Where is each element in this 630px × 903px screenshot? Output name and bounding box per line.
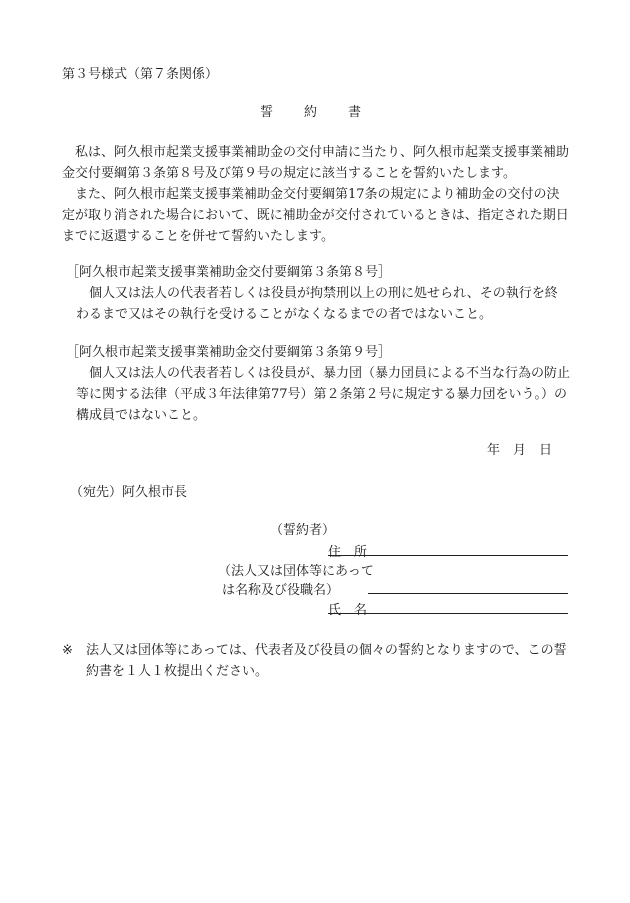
corporation-field-line (368, 593, 568, 594)
footnote-mark: ※ (62, 643, 73, 658)
corporation-label-line-2: は名称及び役職名） (222, 583, 340, 598)
addressee: （宛先）阿久根市長 (70, 485, 188, 500)
pledger-label: （誓約者） (270, 523, 336, 538)
name-field-line (328, 613, 568, 614)
address-field-line (328, 555, 568, 556)
reference-heading-article3-item8: ［阿久根市起業支援事業補助金交付要綱第３条第８号］ (66, 265, 392, 280)
form-number: 第３号様式（第７条関係） (62, 67, 219, 82)
date-line: 年 月 日 (486, 443, 552, 458)
name-label: 氏 名 (328, 603, 368, 618)
pledge-paragraph-1: 私は、阿久根市起業支援事業補助金の交付申請に当たり、阿久根市起業支援事業補助金交付要綱第３条第８号及び第９号の規定に該当することを誓約いたします。 (62, 145, 570, 181)
corporation-label-line-1: （法人又は団体等にあって (218, 564, 374, 579)
reference-body-article3-item8: 個人又は法人の代表者若しくは役員が拘禁刑以上の刑に処せられ、その執行を終わるまで又はその執行を受けることがなくなるまでの者ではないこと。 (76, 286, 558, 322)
pledge-paragraph-2: また、阿久根市起業支援事業補助金交付要綱第17条の規定により補助金の交付の決定が取り消された場合において、既に補助金が交付されているときは、指定された期日までに返還することを併せて誓約いたします。 (62, 187, 569, 244)
reference-heading-article3-item9: ［阿久根市起業支援事業補助金交付要綱第３条第９号］ (66, 345, 392, 360)
document-title: 誓 約 書 (259, 105, 370, 120)
reference-body-article3-item9: 個人又は法人の代表者若しくは役員が、暴力団（暴力団員による不当な行為の防止等に関する法律（平成３年法律第77号）第２条第２号に規定する暴力団をいう。）の構成員ではないこと。 (76, 366, 571, 423)
address-label: 住 所 (328, 545, 368, 560)
footnote-text: 法人又は団体等にあっては、代表者及び役員の個々の誓約となりますので、この誓約書を１人１枚提出ください。 (86, 643, 567, 679)
